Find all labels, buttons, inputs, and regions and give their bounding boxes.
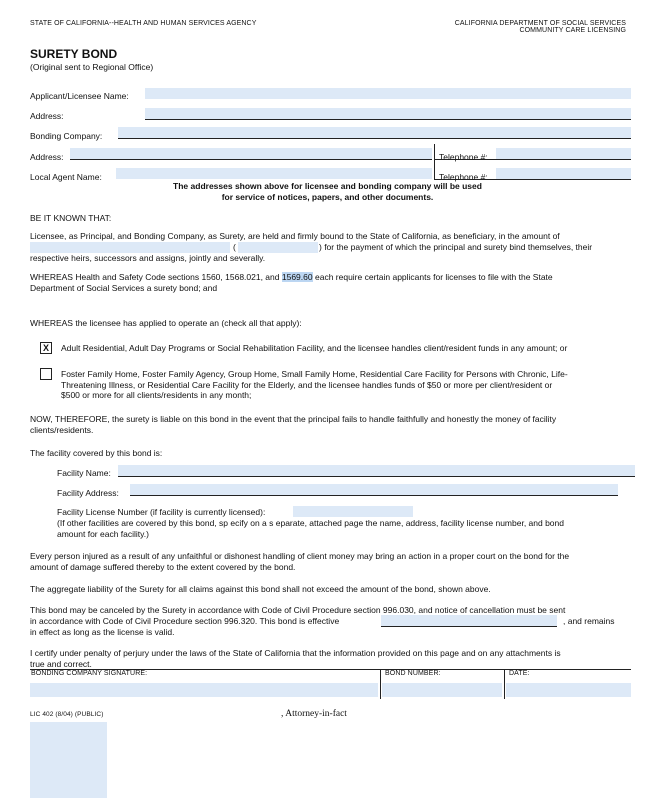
- facility-license-label: Facility License Number (if facility is currently licensed):: [57, 507, 266, 517]
- facility-license-field[interactable]: [293, 506, 413, 517]
- bond-amount-words-field[interactable]: [30, 242, 230, 253]
- local-agent-field[interactable]: [116, 168, 432, 179]
- attorney-in-fact: , Attorney-in-fact: [281, 709, 347, 719]
- foster-family-line3: $500 or more for all clients/residents in any month;: [61, 390, 252, 400]
- applicant-address-underline: [145, 119, 631, 120]
- facility-name-field[interactable]: [118, 465, 635, 476]
- agency-right-line1: CALIFORNIA DEPARTMENT OF SOCIAL SERVICES: [454, 20, 626, 27]
- agency-right: [455, 20, 626, 34]
- signature-field[interactable]: [30, 683, 378, 697]
- whereas-hsc-text-a: WHEREAS Health and Safety Code sections 1560, 1568.021, and: [30, 272, 280, 282]
- agency-right-line2: COMMUNITY CARE LICENSING: [519, 27, 626, 34]
- every-person-line2: amount of damage suffered thereby to the extent covered by the bond.: [30, 561, 296, 572]
- cancel-line1: This bond may be canceled by the Surety in accordance with Code of Civil Procedure section 996.030, and notice of cancellation must be sent: [30, 605, 566, 615]
- facility-address-underline: [130, 495, 618, 496]
- whereas-hsc: [30, 272, 553, 283]
- bonding-address-underline: [70, 159, 432, 160]
- bond-number-label: BOND NUMBER:: [385, 670, 441, 677]
- applicant-address-field[interactable]: [145, 108, 631, 119]
- every-person-line1: Every person injured as a result of any unfaithful or dishonest handling of client money may bring an action in a proper court on the bond for the: [30, 551, 570, 561]
- agency-left: STATE OF CALIFORNIA--HEALTH AND HUMAN SERVICES AGENCY: [30, 20, 257, 27]
- bonding-address-label: Address:: [30, 152, 64, 162]
- local-agent-label: Local Agent Name:: [30, 172, 102, 182]
- date-divider: [504, 669, 505, 699]
- telephone-divider: [434, 144, 435, 180]
- signature-label: BONDING COMPANY SIGNATURE:: [31, 670, 148, 677]
- whereas-applied: WHEREAS the licensee has applied to operate an (check all that apply):: [30, 318, 302, 328]
- service-notice: [0, 181, 655, 203]
- page-title: SURETY BOND: [30, 47, 118, 61]
- adult-residential-label: Adult Residential, Adult Day Programs or Social Rehabilitation Facility, and the licensee handles client/resident funds in any amount; or: [61, 343, 568, 353]
- facility-license-note: [57, 518, 564, 539]
- every-person: [30, 551, 569, 572]
- foster-family-line1: Foster Family Home, Foster Family Agency, Group Home, Small Family Home, Residential Care Facility for Persons with Chronic, Life-: [61, 369, 568, 379]
- form-id: LIC 402 (8/04) (PUBLIC): [30, 711, 104, 718]
- be-it-known: BE IT KNOWN THAT:: [30, 213, 112, 223]
- paren-open: (: [233, 242, 236, 252]
- whereas-hsc-text-b: each require certain applicants for licenses to file with the State: [314, 272, 553, 282]
- date-label: DATE:: [509, 670, 530, 677]
- aggregate-liability: The aggregate liability of the Surety for all claims against this bond shall not exceed the amount of the bond, shown above.: [30, 584, 491, 594]
- now-therefore: [30, 414, 556, 435]
- address-label: Address:: [30, 111, 64, 121]
- agent-telephone-field[interactable]: [496, 168, 631, 179]
- applicant-label: Applicant/Licensee Name:: [30, 91, 129, 101]
- facility-covered: The facility covered by this bond is:: [30, 448, 163, 458]
- now-therefore-line1: NOW, THEREFORE, the surety is liable on this bond in the event that the principal fails to handle faithfully and honestly the money of facility: [30, 414, 557, 424]
- telephone-label-1: Telephone #:: [439, 152, 488, 162]
- certify: [30, 648, 561, 669]
- bonding-address-field[interactable]: [70, 148, 432, 159]
- now-therefore-line2: clients/residents.: [30, 424, 94, 435]
- bonding-telephone-field[interactable]: [496, 148, 631, 159]
- principal-para-line2: ) for the payment of which the principal and surety bind themselves, their: [319, 242, 593, 252]
- effective-date-underline: [381, 626, 557, 627]
- certify-line2: true and correct.: [30, 658, 92, 669]
- service-notice-line1: The addresses shown above for licensee and bonding company will be used: [173, 181, 482, 191]
- foster-family-label: [61, 369, 568, 401]
- telephone-underline-1: [434, 159, 631, 160]
- bonding-company-label: Bonding Company:: [30, 131, 103, 141]
- telephone-label-2: Telephone #:: [439, 172, 488, 182]
- facility-license-note-line2: amount for each facility.): [57, 528, 149, 539]
- applicant-name-field[interactable]: [145, 88, 631, 99]
- page-subtitle: (Original sent to Regional Office): [30, 62, 154, 72]
- service-notice-line2: for service of notices, papers, and other documents.: [221, 192, 434, 202]
- cancel-line2: in accordance with Code of Civil Procedure section 996.320. This bond is effective: [30, 616, 340, 626]
- telephone-underline-2: [434, 179, 631, 180]
- bond-amount-number-field[interactable]: [238, 242, 318, 253]
- facility-name-underline: [118, 476, 635, 477]
- foster-family-checkbox[interactable]: [40, 368, 52, 380]
- cancel-line3: in effect as long as the license is valid.: [30, 627, 175, 637]
- adult-residential-checkbox[interactable]: X: [40, 342, 52, 354]
- principal-para-line3: respective heirs, successors and assigns, jointly and severally.: [30, 253, 266, 263]
- cancel-line2-end: , and remains: [563, 616, 615, 626]
- bond-number-divider: [380, 669, 381, 699]
- whereas-hsc-line2: Department of Social Services a surety bond; and: [30, 283, 218, 293]
- facility-license-note-line1: (If other facilities are covered by this bond, sp ecify on a s eparate, attached page the name, address, facility license number, and bond: [57, 518, 564, 528]
- facility-name-label: Facility Name:: [57, 468, 111, 478]
- bonding-company-field[interactable]: [118, 127, 631, 138]
- certify-line1: I certify under penalty of perjury under the laws of the State of California that the information provided on this page and on any attachments is: [30, 648, 561, 658]
- date-field[interactable]: [506, 683, 631, 697]
- bond-number-field[interactable]: [382, 683, 502, 697]
- facility-address-field[interactable]: [130, 484, 618, 495]
- principal-para-line1: Licensee, as Principal, and Bonding Company, as Surety, are held and firmly bound to the State of California, as beneficiary, in the amount of: [30, 231, 560, 241]
- footer-field[interactable]: [30, 722, 107, 798]
- foster-family-line2: Threatening Illness, or Residential Care Facility for the Elderly, and the licensee handles funds of $50 or more per client/resident or: [61, 379, 553, 390]
- bonding-company-underline: [118, 138, 631, 139]
- section-1569-highlight: 1569.60: [281, 272, 313, 282]
- facility-address-label: Facility Address:: [57, 488, 119, 498]
- effective-date-field[interactable]: [381, 615, 557, 626]
